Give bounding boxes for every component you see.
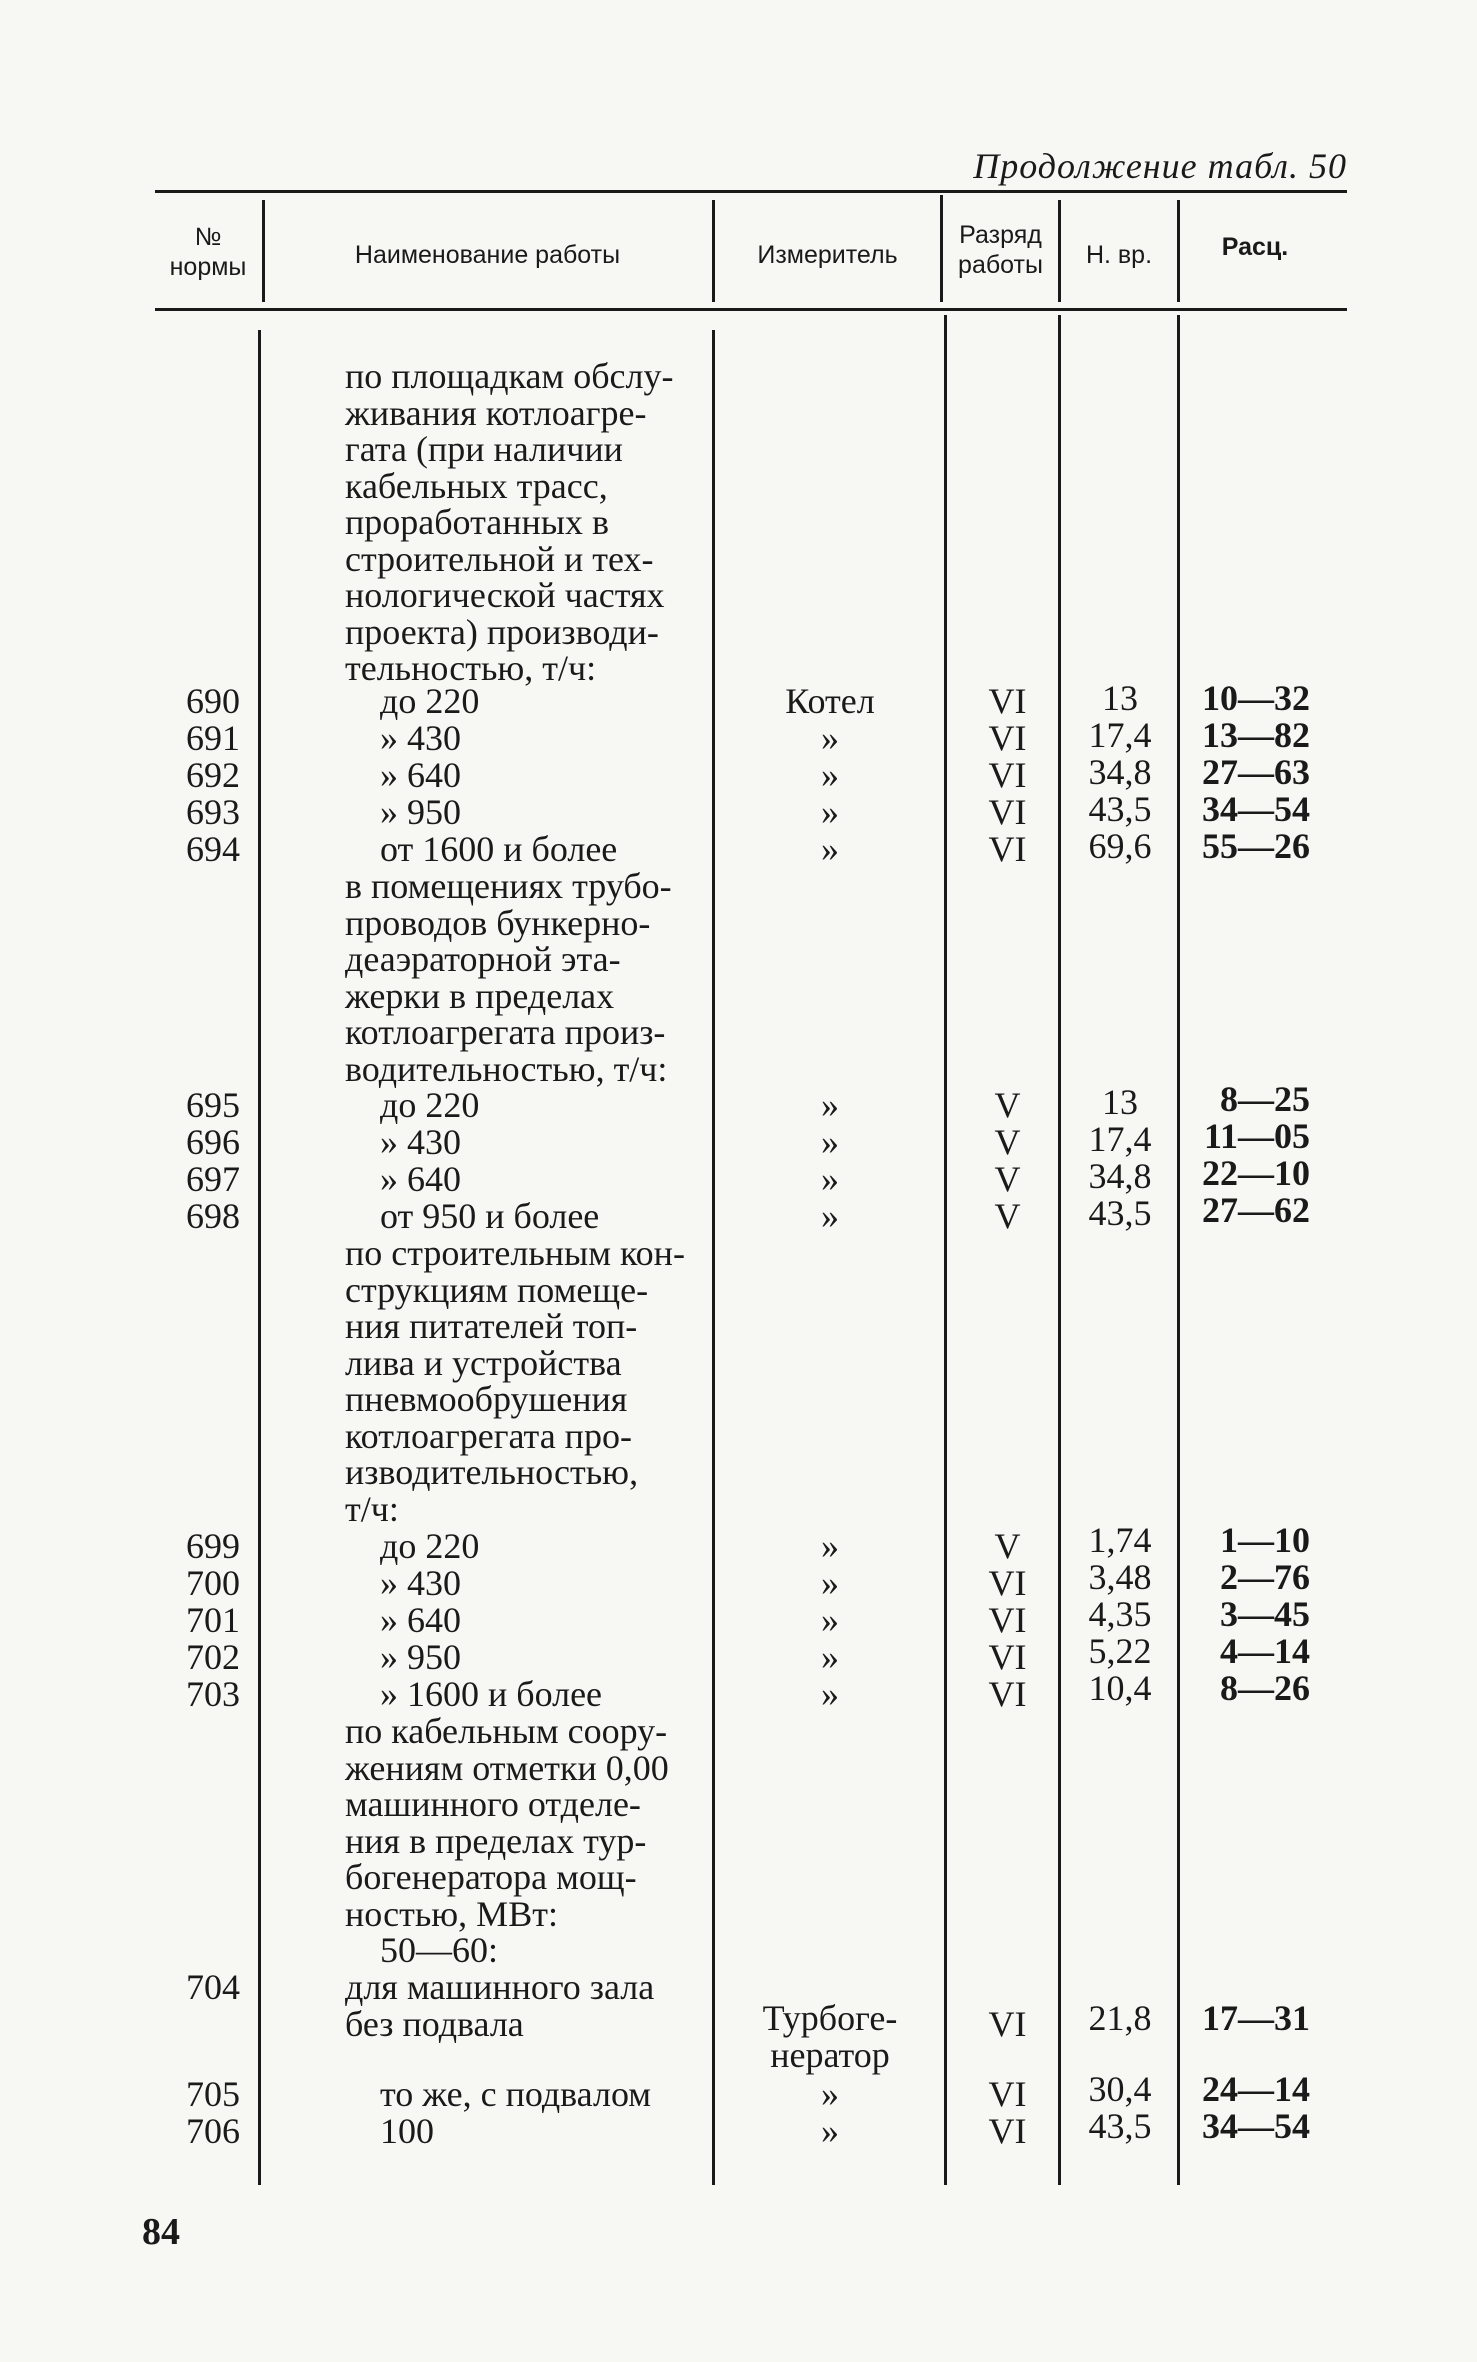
time-norm: 21,8	[1088, 1998, 1152, 2038]
meter: »	[821, 1600, 839, 1640]
desc-line: лива и устройства	[345, 1342, 622, 1383]
norm-number: 697	[186, 1159, 240, 1199]
norm-number: 702	[186, 1637, 240, 1677]
time-norm: 17,4	[1088, 715, 1152, 755]
meter: »	[821, 829, 839, 869]
norm-number: 699	[186, 1526, 240, 1566]
meter: Котел	[785, 681, 875, 721]
work-name: » 430	[380, 1122, 461, 1162]
desc-line: котлоагрегата про-	[345, 1415, 632, 1456]
work-name: » 950	[380, 792, 461, 832]
desc-line: струкциям помеще-	[345, 1269, 649, 1310]
work-name: » 950	[380, 1637, 461, 1677]
work-name: то же, с подвалом	[380, 2074, 652, 2114]
price: 1—10	[1220, 1520, 1310, 1560]
table-continuation-caption: Продолжение табл. 50	[973, 146, 1347, 186]
price: 3—45	[1220, 1594, 1310, 1634]
desc-line: т/ч:	[345, 1488, 399, 1529]
work-name: » 1600 и более	[380, 1674, 603, 1714]
grade: VI	[988, 829, 1027, 869]
time-norm: 13	[1102, 1082, 1138, 1122]
grade: V	[994, 1122, 1021, 1162]
grade: VI	[988, 718, 1027, 758]
norm-number: 701	[186, 1600, 240, 1640]
header-grade-line2: работы	[958, 251, 1043, 279]
work-name: от 950 и более	[380, 1196, 600, 1236]
desc-line: жениям отметки 0,00	[345, 1747, 669, 1788]
meter: »	[821, 1526, 839, 1566]
price: 55—26	[1202, 826, 1310, 866]
grade: VI	[988, 2111, 1027, 2151]
norm-number: 696	[186, 1122, 240, 1162]
desc-line: жерки в пределах	[345, 975, 615, 1016]
price: 11—05	[1203, 1116, 1310, 1156]
norm-number: 705	[186, 2074, 240, 2114]
desc-line: строительной и тех-	[345, 538, 654, 579]
meter: »	[821, 792, 839, 832]
norm-number: 693	[186, 792, 240, 832]
desc-line: ния питателей топ-	[345, 1306, 638, 1346]
work-name: » 430	[380, 718, 461, 758]
time-norm: 10,4	[1088, 1668, 1152, 1708]
desc-line: водительностью, т/ч:	[345, 1048, 668, 1089]
work-name: » 640	[380, 1159, 461, 1199]
meter: »	[821, 1637, 839, 1677]
grade: VI	[988, 1674, 1027, 1714]
meter: »	[821, 718, 839, 758]
block2-description	[345, 868, 710, 1087]
time-norm: 1,74	[1088, 1520, 1152, 1560]
header-norm-line2: нормы	[169, 253, 247, 281]
desc-line: богенератора мощ-	[345, 1857, 637, 1897]
header-norm-line1: №	[194, 223, 222, 251]
desc-line: котлоагрегата произ-	[345, 1012, 666, 1052]
table-top-rule	[155, 190, 1347, 193]
norm-number: 691	[186, 718, 240, 758]
meter: »	[821, 2074, 839, 2114]
time-norm: 4,35	[1088, 1594, 1152, 1634]
work-name: 100	[380, 2111, 434, 2151]
norm-number: 703	[186, 1674, 240, 1714]
desc-line: по строительным кон-	[345, 1233, 685, 1273]
time-norm: 43,5	[1088, 2106, 1152, 2146]
body-sep-5	[1177, 315, 1180, 2185]
price: 24—14	[1202, 2069, 1310, 2109]
grade: VI	[988, 681, 1027, 721]
header-bottom-rule	[155, 308, 1347, 311]
norm-number: 695	[186, 1085, 240, 1125]
desc-line: кабельных трасс,	[345, 465, 608, 506]
work-name: для машинного зала	[345, 1967, 655, 2007]
norm-number: 690	[186, 681, 240, 721]
desc-line: гата (при наличии	[345, 429, 623, 469]
desc-line: проводов бункерно-	[345, 902, 651, 943]
header-norm	[158, 222, 258, 282]
grade: VI	[988, 792, 1027, 832]
header-name: Наименование работы	[354, 241, 621, 269]
work-name: » 640	[380, 755, 461, 795]
body-sep-2	[712, 330, 715, 2185]
price: 22—10	[1202, 1153, 1310, 1193]
time-norm: 30,4	[1088, 2069, 1152, 2109]
desc-line: проекта) производи-	[345, 611, 659, 652]
meter: »	[821, 1563, 839, 1603]
desc-line: ния в пределах тур-	[345, 1820, 647, 1861]
block1-description	[345, 358, 710, 687]
norm-number: 698	[186, 1196, 240, 1236]
desc-line: пневмообрушения	[345, 1379, 628, 1419]
desc-line: по площадкам обслу-	[345, 356, 674, 396]
work-name-line2: без подвала	[345, 2004, 524, 2044]
desc-line: изводительностью,	[345, 1452, 639, 1492]
price: 27—63	[1202, 752, 1310, 792]
header-time: Н. вр.	[1085, 241, 1153, 269]
meter: »	[821, 755, 839, 795]
price: 8—26	[1220, 1668, 1310, 1708]
work-name: от 1600 и более	[380, 829, 618, 869]
time-norm: 43,5	[1088, 789, 1152, 829]
grade: V	[994, 1085, 1021, 1125]
meter: »	[821, 1122, 839, 1162]
page-number: 84	[142, 2211, 180, 2253]
meter: »	[821, 1196, 839, 1236]
meter: »	[821, 1674, 839, 1714]
time-norm: 34,8	[1088, 752, 1152, 792]
time-norm: 5,22	[1088, 1631, 1152, 1671]
price: 17—31	[1202, 1998, 1310, 2038]
norm-number: 704	[186, 1967, 240, 2007]
price: 2—76	[1220, 1557, 1310, 1597]
time-norm: 69,6	[1088, 826, 1152, 866]
grade: V	[994, 1196, 1021, 1236]
time-norm: 34,8	[1088, 1156, 1152, 1196]
norm-number: 694	[186, 829, 240, 869]
price: 8—25	[1220, 1079, 1310, 1119]
work-name: » 430	[380, 1563, 461, 1603]
desc-line: проработанных в	[345, 502, 609, 542]
grade: VI	[988, 2004, 1027, 2044]
grade: V	[994, 1526, 1021, 1566]
desc-line: ностью, МВт:	[345, 1893, 558, 1934]
capacity-subheading: 50—60:	[380, 1930, 499, 1970]
meter: »	[821, 2111, 839, 2151]
meter: »	[821, 1085, 839, 1125]
header-grade-line1: Разряд	[959, 221, 1042, 249]
meter: »	[821, 1159, 839, 1199]
desc-line: машинного отделе-	[345, 1784, 641, 1824]
desc-line: тельностью, т/ч:	[345, 648, 597, 688]
header-price: Расц.	[1221, 233, 1289, 261]
block3-description	[345, 1235, 710, 1527]
grade: VI	[988, 1563, 1027, 1603]
price: 13—82	[1202, 715, 1310, 755]
time-norm: 13	[1102, 678, 1138, 718]
work-name: » 640	[380, 1600, 461, 1640]
body-sep-3	[944, 315, 947, 2185]
time-norm: 3,48	[1088, 1557, 1152, 1597]
block4-description	[345, 1713, 710, 1932]
meter-line2: нератор	[770, 2035, 890, 2075]
header-meter: Измеритель	[757, 241, 898, 269]
norm-number: 700	[186, 1563, 240, 1603]
header-grade	[943, 220, 1058, 280]
grade: VI	[988, 2074, 1027, 2114]
norm-number: 706	[186, 2111, 240, 2151]
desc-line: живания котлоагре-	[345, 392, 647, 433]
grade: VI	[988, 1600, 1027, 1640]
desc-line: в помещениях трубо-	[345, 866, 672, 906]
desc-line: по кабельным соору-	[345, 1711, 668, 1751]
desc-line: деаэраторной эта-	[345, 939, 621, 979]
price: 27—62	[1202, 1190, 1310, 1230]
time-norm: 43,5	[1088, 1193, 1152, 1233]
body-sep-1	[258, 330, 261, 2185]
work-name: до 220	[380, 1526, 480, 1566]
grade: V	[994, 1159, 1021, 1199]
price: 34—54	[1202, 789, 1310, 829]
body-sep-4	[1058, 315, 1061, 2185]
grade: VI	[988, 1637, 1027, 1677]
time-norm: 17,4	[1088, 1119, 1152, 1159]
grade: VI	[988, 755, 1027, 795]
price: 10—32	[1202, 678, 1310, 718]
meter: Турбоге-	[762, 1998, 898, 2038]
price: 4—14	[1220, 1631, 1310, 1671]
desc-line: нологической частях	[345, 575, 665, 615]
norm-number: 692	[186, 755, 240, 795]
work-name: до 220	[380, 1085, 480, 1125]
work-name: до 220	[380, 681, 480, 721]
price: 34—54	[1202, 2106, 1310, 2146]
